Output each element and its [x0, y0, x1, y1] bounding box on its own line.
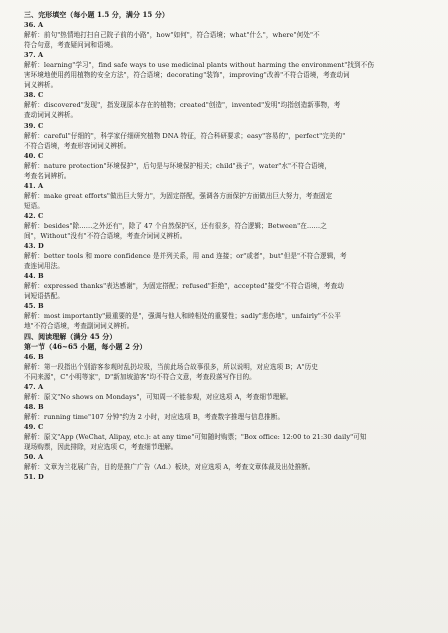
explanation-line: 符合句意，考查疑问词和语境。	[24, 41, 118, 50]
answer-number: 40. C	[24, 151, 44, 160]
explanation-line: 解析：learning"学习"，find safe ways to use medicinal plants without harming the environment"找到不伤	[24, 61, 374, 70]
section-heading: 四、阅读理解（满分 45 分）	[24, 331, 117, 341]
explanation-line: 解析：most importantly"最重要的是"，强调与他人和睦相处的重要性；sadly"悲伤地"，unfairly"不公平	[24, 312, 341, 321]
answer-number: 37. A	[24, 51, 44, 60]
answer-number: 51. D	[24, 473, 44, 482]
answer-number: 47. A	[24, 382, 44, 391]
explanation-line: 间"，Without"没有"不符合语境，考查介词词义辨析。	[24, 232, 187, 241]
answer-number: 45. B	[24, 302, 44, 311]
explanation-line: 词短语搭配。	[24, 292, 64, 301]
explanation-line: 解析：discovered"发现"，指发现原本存在的植物；created"创造"，invented"发明"均指创造新事物，考	[24, 101, 341, 110]
explanation-line: 解析：文章为兰花展广告，目的是推广广告（Ad.）板块，对应选项 A，考查文章体裁及出处推断。	[24, 463, 315, 472]
explanation-line: 解析：expressed thanks"表达感谢"，为固定搭配；refused"拒绝"，accepted"接受"不符合语境，考查动	[24, 282, 344, 291]
explanation-line: 解析：better tools 和 more confidence 是并列关系，用 and 连接；or"或者"，but"但是"不符合逻辑，考	[24, 252, 347, 261]
explanation-line: 解析：running time"107 分钟"约为 2 小时，对应选项 B，考查数字推理与信息推断。	[24, 412, 285, 421]
section-heading: 第一节（46~65 小题，每小题 2 分）	[24, 341, 147, 351]
explanation-line: 解析：第一段指出个别游客参观时乱扔垃圾，当前此场合故事很多，所以说明，对应选项 B；A"历史	[24, 362, 318, 371]
explanation-line: 解析：原文"No shows on Mondays"，可知周一不能参观，对应选项 A，考查细节理解。	[24, 392, 293, 401]
explanation-line: 词义辨析。	[24, 81, 58, 90]
explanation-line: 解析：make great efforts"做出巨大努力"，为固定搭配，强调各方面保护方面做出巨大努力，考查固定	[24, 191, 333, 200]
explanation-line: 现场购票，因此排除，对应选项 C，考查细节理解。	[24, 443, 178, 452]
explanation-line: 解析：besides"除……之外还有"，除了 47 个自然保护区，还有很多，符合逻辑；Between"在……之	[24, 221, 327, 230]
explanation-line: 考查名词辨析。	[24, 171, 71, 180]
answer-number: 46. B	[24, 352, 44, 361]
section-heading: 三、完形填空（每小题 1.5 分，满分 15 分）	[24, 10, 169, 19]
answer-number: 38. C	[24, 91, 44, 100]
answer-number: 36. A	[24, 21, 44, 30]
explanation-line: 短语。	[24, 201, 44, 210]
answer-number: 48. B	[24, 402, 44, 411]
answer-number: 50. A	[24, 453, 44, 462]
explanation-line: 不同来源"，C"小明等家"，D"新加坡游客"均不符合文意，考查段落写作目的。	[24, 372, 256, 381]
explanation-line: 解析：前句"热情地打扫自己院子前的小路"，how"如何"，符合语境；what"什么"，where"何处"不	[24, 31, 320, 40]
answer-number: 42. C	[24, 211, 44, 220]
explanation-line: 害环境地使用药用植物的安全方法"，符合语境；decorating"装饰"，improving"改善"不符合语境，考查动词	[24, 71, 350, 80]
answer-number: 39. C	[24, 121, 44, 130]
answer-number: 41. A	[24, 181, 44, 190]
explanation-line: 查动词词义辨析。	[24, 111, 78, 120]
answer-number: 44. B	[24, 272, 44, 281]
answer-number: 49. C	[24, 422, 44, 431]
explanation-line: 解析：careful"仔细的"，科学家仔细研究植物 DNA 特征，符合科研要求；easy"容易的"，perfect"完美的"	[24, 131, 346, 140]
answer-number: 43. D	[24, 242, 44, 251]
explanation-line: 不符合语境，考查形容词词义辨析。	[24, 141, 131, 150]
explanation-line: 解析：nature protection"环境保护"，后句是与环境保护相关；child"孩子"，water"水"不符合语境，	[24, 161, 331, 170]
explanation-line: 查连词用法。	[24, 262, 64, 271]
explanation-line: 地"不符合语境，考查副词词义辨析。	[24, 322, 134, 331]
explanation-line: 解析：原文"App (WeChat, Alipay, etc.): at any time"可知随时购票；"Box office: 12:00 to 21:30 daily"可知	[24, 432, 367, 441]
